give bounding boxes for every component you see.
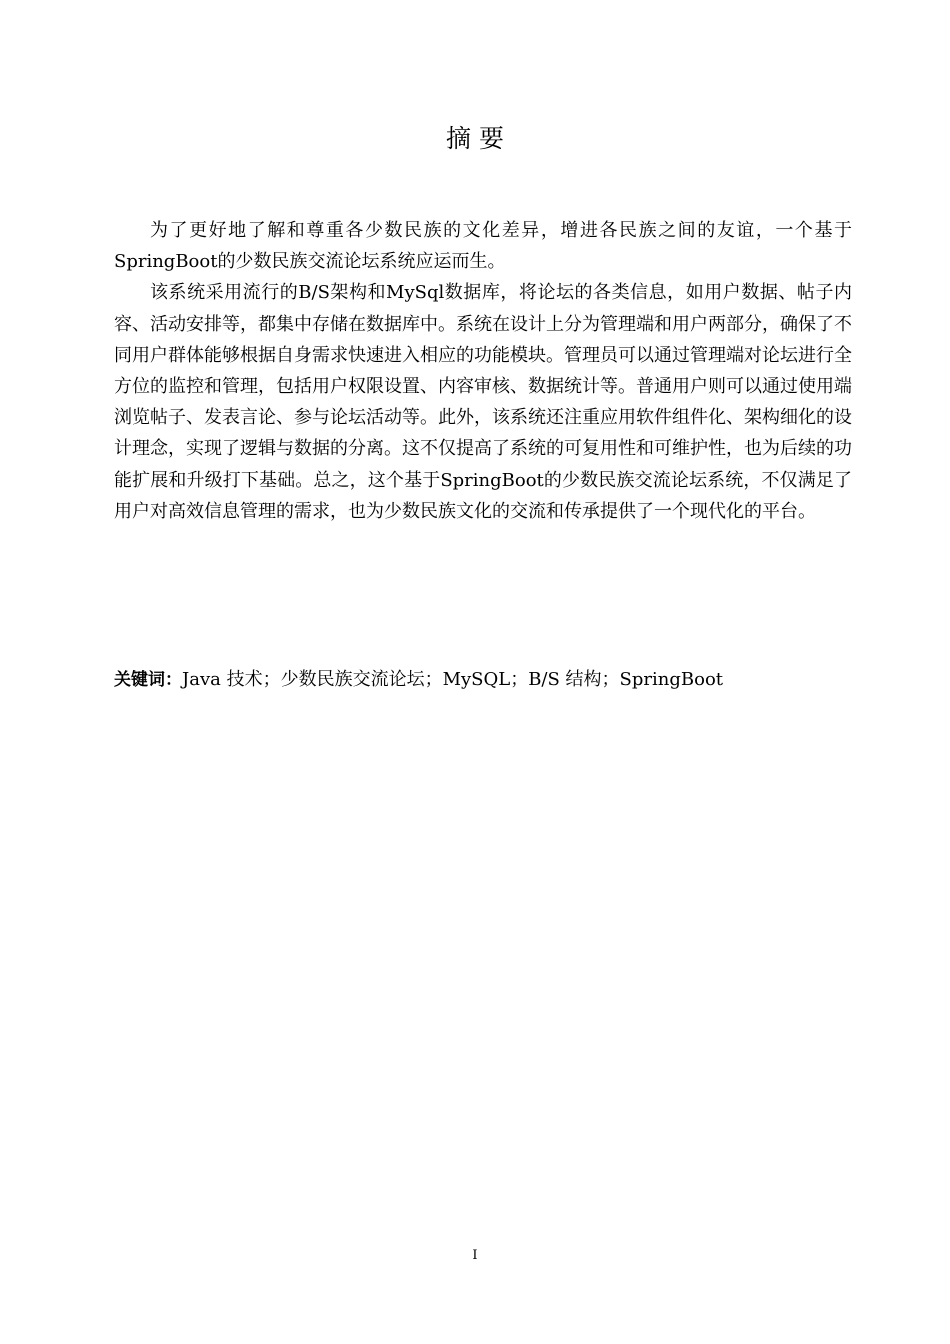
keywords-label: 关键词： xyxy=(114,670,182,690)
abstract-body xyxy=(114,215,852,527)
abstract-paragraph-2: 该系统采用流行的B/S架构和MySql数据库，将论坛的各类信息，如用户数据、帖子内容、活动安排等，都集中存储在数据库中。系统在设计上分为管理端和用户两部分，确保了不同用户群体能够根据自身需求快速进入相应的功能模块。管理员可以通过管理端对论坛进行全方位的监控和管理，包括用户权限设置、内容审核、数据统计等。普通用户则可以通过使用端浏览帖子、发表言论、参与论坛活动等。此外，该系统还注重应用软件组件化、架构细化的设计理念，实现了逻辑与数据的分离。这不仅提高了系统的可复用性和可维护性，也为后续的功能扩展和升级打下基础。总之，这个基于SpringBoot的少数民族交流论坛系统，不仅满足了用户对高效信息管理的需求，也为少数民族文化的交流和传承提供了一个现代化的平台。 xyxy=(114,282,852,522)
keywords-line xyxy=(114,666,852,694)
abstract-paragraph-1: 为了更好地了解和尊重各少数民族的文化差异，增进各民族之间的友谊，一个基于SpringBoot的少数民族交流论坛系统应运而生。 xyxy=(114,220,852,273)
page-number: I xyxy=(472,1248,478,1263)
abstract-title: 摘 要 xyxy=(446,124,504,153)
keywords-text: Java 技术；少数民族交流论坛；MySQL；B/S 结构；SpringBoot xyxy=(182,669,724,690)
